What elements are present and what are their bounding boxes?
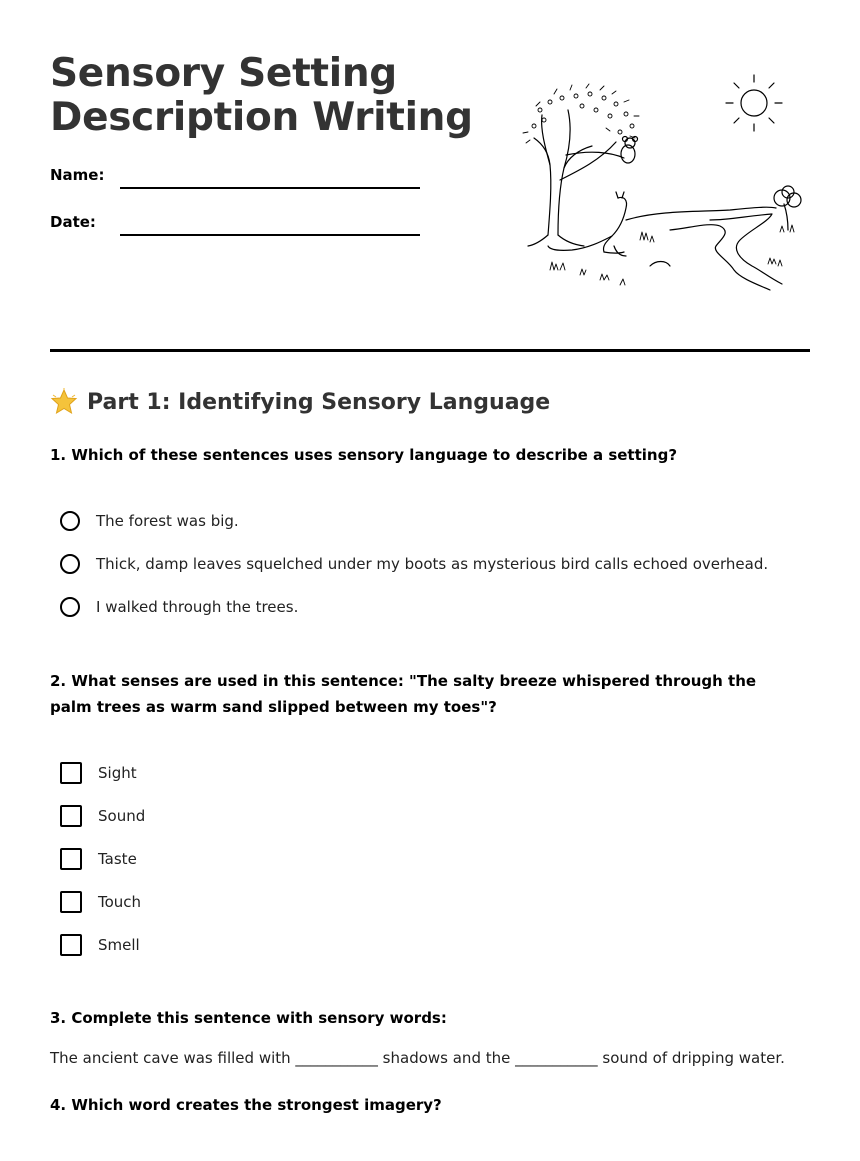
question-2: 2. What senses are used in this sentence: "The salty breeze whispered through the palm trees as warm sand slipped between my toes"? [50,672,757,716]
option-label: Sight [98,764,137,782]
q2-option-sound[interactable] [60,805,145,827]
outback-scene-illustration [520,70,820,300]
radio-button[interactable] [60,511,80,531]
option-label: Taste [98,850,137,868]
option-label: Thick, damp leaves squelched under my boots as mysterious bird calls echoed overhead. [96,555,769,573]
date-label: Date: [50,213,96,231]
checkbox[interactable] [60,848,82,870]
kangaroo-icon [548,192,627,256]
option-label: I walked through the trees. [96,598,299,616]
question-3: 3. Complete this sentence with sensory words: [50,1009,447,1027]
page-title [50,52,473,140]
name-field[interactable] [120,187,420,189]
river-icon [626,207,782,290]
checkbox[interactable] [60,805,82,827]
q1-option-1[interactable] [60,511,239,531]
title-line-2: Description Writing [50,95,473,140]
sun-icon [726,75,782,131]
question-1: 1. Which of these sentences uses sensory language to describe a setting? [50,446,678,464]
fill-in-blank-sentence: The ancient cave was filled with ___________ shadows and the ___________ sound of dripping water. [50,1049,785,1067]
q1-option-2[interactable] [60,554,768,574]
koala-icon [621,137,638,164]
name-label: Name: [50,166,105,184]
part1-heading-text: Part 1: Identifying Sensory Language [87,389,551,415]
radio-button[interactable] [60,597,80,617]
title-line-1: Sensory Setting [50,51,397,96]
checkbox[interactable] [60,934,82,956]
radio-button[interactable] [60,554,80,574]
option-label: Sound [98,807,146,825]
option-label: Touch [98,893,142,911]
q2-option-taste[interactable] [60,848,137,870]
option-label: The forest was big. [96,512,239,530]
checkbox[interactable] [60,891,82,913]
q1-option-3[interactable] [60,597,298,617]
section-divider [50,349,810,352]
question-4: 4. Which word creates the strongest imagery? [50,1096,442,1114]
q2-option-smell[interactable] [60,934,140,956]
date-field[interactable] [120,234,420,236]
option-label: Smell [98,936,140,954]
star-icon [50,388,78,416]
q2-option-sight[interactable] [60,762,137,784]
part1-heading [50,388,550,416]
checkbox[interactable] [60,762,82,784]
q2-option-touch[interactable] [60,891,141,913]
small-tree-icon [774,186,801,230]
